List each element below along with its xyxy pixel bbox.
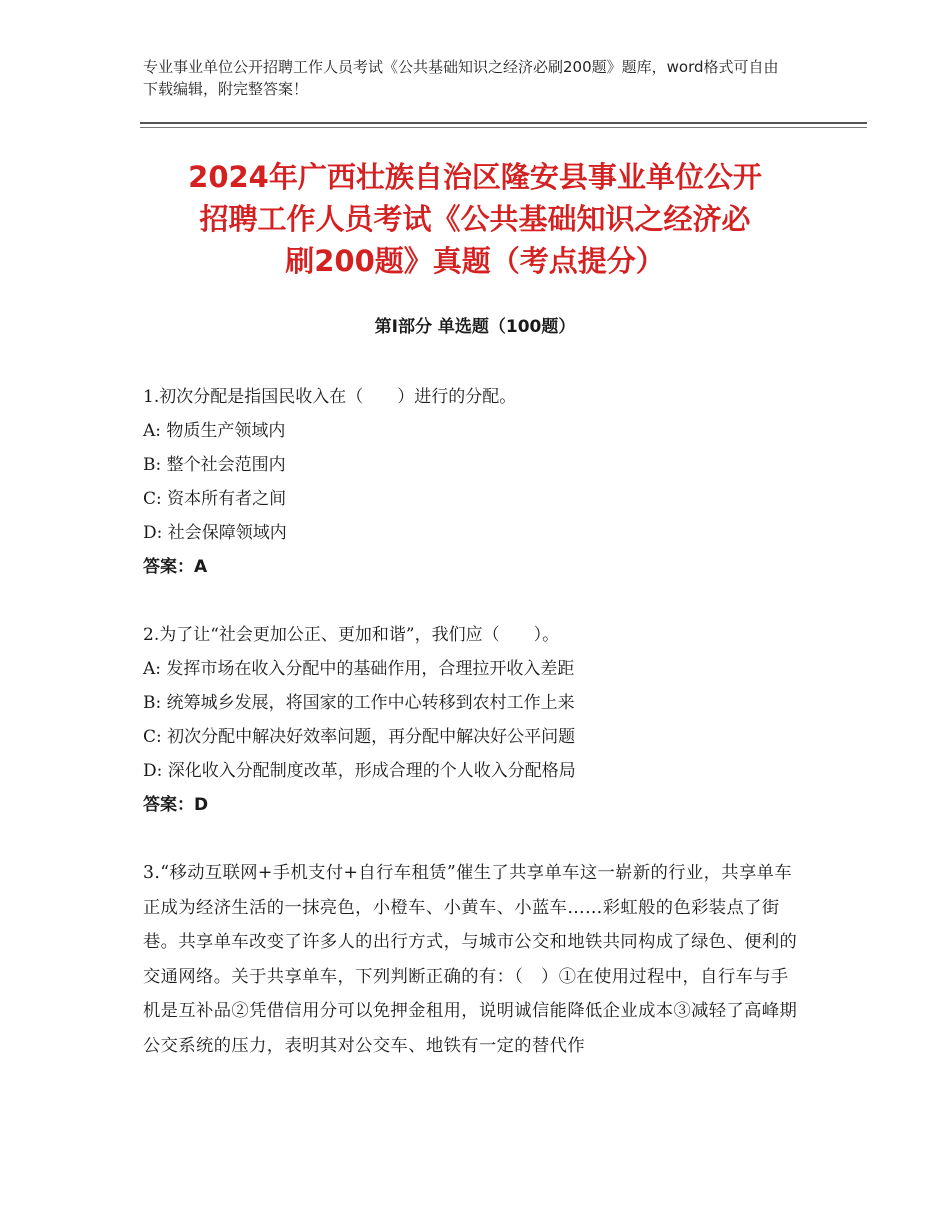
option-c: C: 资本所有者之间 [143,489,287,509]
question-stem: 2.为了让“社会更加公正、更加和谐”，我们应（ ）。 [143,625,560,645]
option-d: D: 深化收入分配制度改革，形成合理的个人收入分配格局 [143,761,576,781]
section-title: 第Ⅰ部分 单选题（100题） [374,317,576,337]
header-divider-thin [140,127,867,128]
option-a: A: 发挥市场在收入分配中的基础作用，合理拉开收入差距 [143,659,575,679]
title-line: 2024年广西壮族自治区隆安县事业单位公开 [188,160,762,194]
option-b: B: 整个社会范围内 [143,455,286,475]
question-3 [143,856,803,1063]
header-divider-thick [140,122,867,124]
page-title [120,156,830,282]
title-line: 招聘工作人员考试《公共基础知识之经济必 [199,202,751,236]
question-stem: 1.初次分配是指国民收入在（ ）进行的分配。 [143,387,517,407]
option-b: B: 统筹城乡发展，将国家的工作中心转移到农村工作上来 [143,693,575,713]
title-line: 刷200题》真题（考点提分） [285,244,665,278]
answer: 答案：A [143,557,208,577]
answer: 答案：D [143,795,209,815]
header-note: 专业事业单位公开招聘工作人员考试《公共基础知识之经济必刷200题》题库，word格式可自由下载编辑，附完整答案！ [143,58,779,98]
question-1 [143,380,803,584]
question-2 [143,618,803,822]
question-stem: 3.“移动互联网+手机支付+自行车租赁”催生了共享单车这一崭新的行业，共享单车正成为经济生活的一抹亮色，小橙车、小黄车、小蓝车……彩虹般的色彩装点了街巷。共享单车改变了许多人的出行方式，与城市公交和地铁共同构成了绿色、便利的交通网络。关于共享单车，下列判断正确的有：（ ）①在使用过程中，自行车与手机是互补品②凭借信用分可以免押金租用，说明诚信能降低企业成本③减轻了高峰期公交系统的压力，表明其对公交车、地铁有一定的替代作 [143,863,798,1056]
option-a: A: 物质生产领域内 [143,421,286,441]
option-d: D: 社会保障领域内 [143,523,287,543]
option-c: C: 初次分配中解决好效率问题，再分配中解决好公平问题 [143,727,576,747]
